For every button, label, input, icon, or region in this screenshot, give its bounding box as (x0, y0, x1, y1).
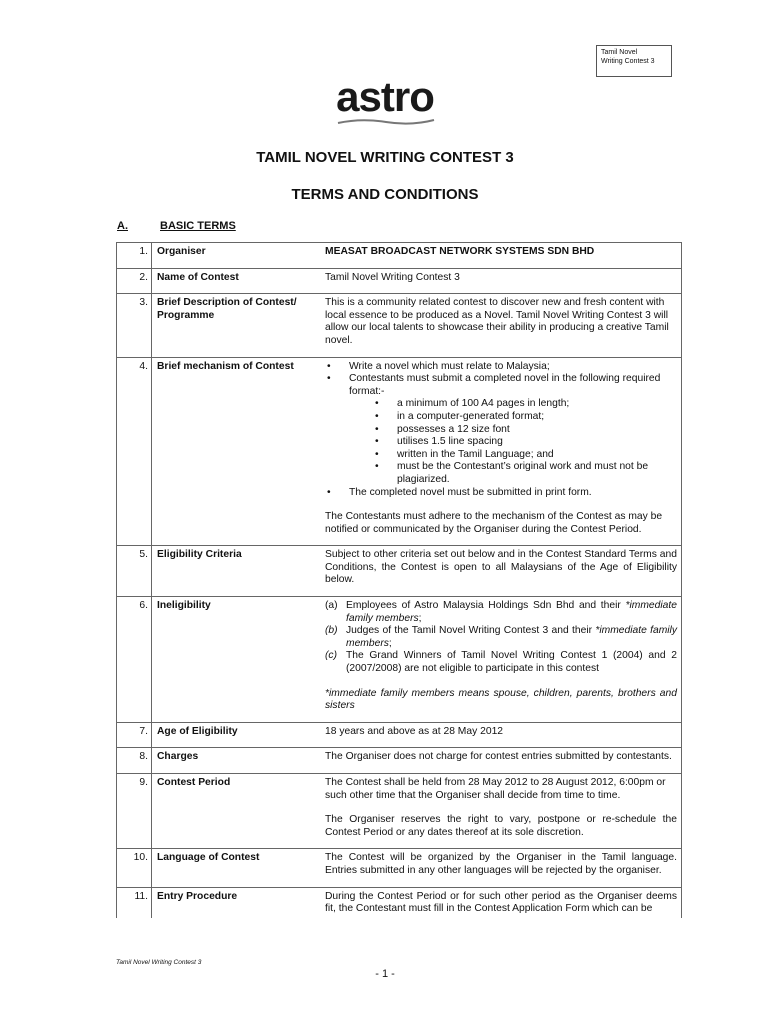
logo-swoosh-icon (336, 118, 436, 126)
list-item: • The completed novel must be submitted in print form. (325, 487, 677, 500)
document-title: TAMIL NOVEL WRITING CONTEST 3 (256, 149, 514, 166)
row-label: Contest Period (152, 774, 313, 849)
row-value: This is a community related contest to discover new and fresh content with local essence to be produced as a Novel. Tamil Novel Writing Contest 3 will allow our local talents to showcase their ability in producing a creative Tamil novel. (313, 294, 682, 357)
table-row (117, 849, 682, 887)
row-number: 2. (117, 268, 152, 294)
row-number: 11. (117, 887, 152, 918)
table-row (117, 294, 682, 357)
item-marker: (a) (325, 600, 338, 612)
table-row (117, 722, 682, 748)
terms-table (116, 242, 682, 918)
table-row (117, 357, 682, 546)
row-value (313, 243, 682, 269)
logo-text: astro (336, 73, 434, 120)
contest-period-text: The Contest shall be held from 28 May 2012 to 28 August 2012, 6:00pm or such other time that the Organiser shall decide from time to time. (325, 777, 666, 801)
table-row (117, 774, 682, 849)
list-item: • a minimum of 100 A4 pages in length; (373, 398, 677, 411)
row-label: Brief mechanism of Contest (152, 357, 313, 546)
tag-line-2: Writing Contest 3 (601, 58, 655, 65)
list-item: • Write a novel which must relate to Malaysia; (325, 361, 677, 374)
astro-logo (330, 73, 440, 126)
item-separator: ; (388, 637, 392, 649)
tag-line-1: Tamil Novel (601, 49, 638, 56)
table-row (117, 243, 682, 269)
list-item (325, 600, 677, 625)
row-value: 18 years and above as at 28 May 2012 (313, 722, 682, 748)
row-number: 3. (117, 294, 152, 357)
list-item: • possesses a 12 size font (373, 424, 677, 437)
row-number: 4. (117, 357, 152, 546)
mechanism-list (325, 361, 677, 500)
row-label: Age of Eligibility (152, 722, 313, 748)
footer-document-name: Tamil Novel Writing Contest 3 (116, 959, 202, 966)
row-label: Eligibility Criteria (152, 546, 313, 597)
format-list (349, 398, 677, 486)
item-marker: (b) (325, 625, 338, 637)
row-number: 9. (117, 774, 152, 849)
row-value (313, 357, 682, 546)
list-item: • utilises 1.5 line spacing (373, 436, 677, 449)
item-italic: *immediate family members (346, 625, 677, 649)
row-value (313, 597, 682, 723)
row-number: 5. (117, 546, 152, 597)
organiser-name: MEASAT BROADCAST NETWORK SYSTEMS SDN BHD (325, 246, 595, 257)
row-label: Organiser (152, 243, 313, 269)
item-text: Employees of Astro Malaysia Holdings Sdn Bhd and their (346, 600, 626, 612)
list-item: • in a computer-generated format; (373, 411, 677, 424)
page-number: - 1 - (375, 968, 395, 980)
table-row (117, 748, 682, 774)
row-value: The Organiser does not charge for contest entries submitted by contestants. (313, 748, 682, 774)
row-label: Entry Procedure (152, 887, 313, 918)
row-value: Subject to other criteria set out below and in the Contest Standard Terms and Conditions, the Contest is open to all Malaysians of the Age of Eligibility below. (313, 546, 682, 597)
list-item (325, 373, 677, 486)
format-intro: Contestants must submit a completed novel in the following required format:- (349, 373, 661, 397)
section-letter: A. (117, 220, 128, 232)
table-row (117, 597, 682, 723)
list-item: • written in the Tamil Language; and (373, 449, 677, 462)
row-number: 10. (117, 849, 152, 887)
item-marker: (c) (325, 650, 338, 662)
row-number: 6. (117, 597, 152, 723)
section-heading (117, 220, 236, 232)
ineligibility-list (325, 600, 677, 676)
document-subtitle: TERMS AND CONDITIONS (291, 186, 479, 203)
row-label: Ineligibility (152, 597, 313, 723)
document-tag-box (596, 45, 672, 77)
mechanism-note: The Contestants must adhere to the mechanism of the Contest as may be notified or communicated by the Organiser during the Contest Period. (325, 511, 663, 535)
contest-period-note: The Organiser reserves the right to vary, postpone or re-schedule the Contest Period or any dates thereof at its sole discretion. (325, 814, 677, 838)
item-separator: ; (418, 612, 422, 624)
row-label: Name of Contest (152, 268, 313, 294)
table-row (117, 546, 682, 597)
row-label: Brief Description of Contest/ Programme (152, 294, 313, 357)
item-text: Judges of the Tamil Novel Writing Contest 3 and their (346, 625, 596, 637)
item-italic: *immediate family members (346, 600, 677, 624)
row-value: The Contest will be organized by the Organiser in the Tamil language. Entries submitted in any other languages will be rejected by the organiser. (313, 849, 682, 887)
row-number: 7. (117, 722, 152, 748)
item-text: The Grand Winners of Tamil Novel Writing Contest 1 (2004) and 2 (2007/2008) are not eligible to participate in this contest (346, 650, 677, 675)
row-value: During the Contest Period or for such other period as the Organiser deems fit, the Contestant must fill in the Contest Application Form which can be (313, 887, 682, 918)
section-name: BASIC TERMS (160, 220, 236, 232)
list-item (325, 625, 677, 650)
row-number: 8. (117, 748, 152, 774)
row-label: Language of Contest (152, 849, 313, 887)
ineligibility-note: *immediate family members means spouse, children, parents, brothers and sisters (325, 687, 677, 712)
table-row (117, 268, 682, 294)
row-value: Tamil Novel Writing Contest 3 (313, 268, 682, 294)
row-number: 1. (117, 243, 152, 269)
list-item: • must be the Contestant’s original work and must not be plagiarized. (373, 461, 677, 486)
table-row (117, 887, 682, 918)
row-label: Charges (152, 748, 313, 774)
row-value (313, 774, 682, 849)
list-item (325, 650, 677, 675)
